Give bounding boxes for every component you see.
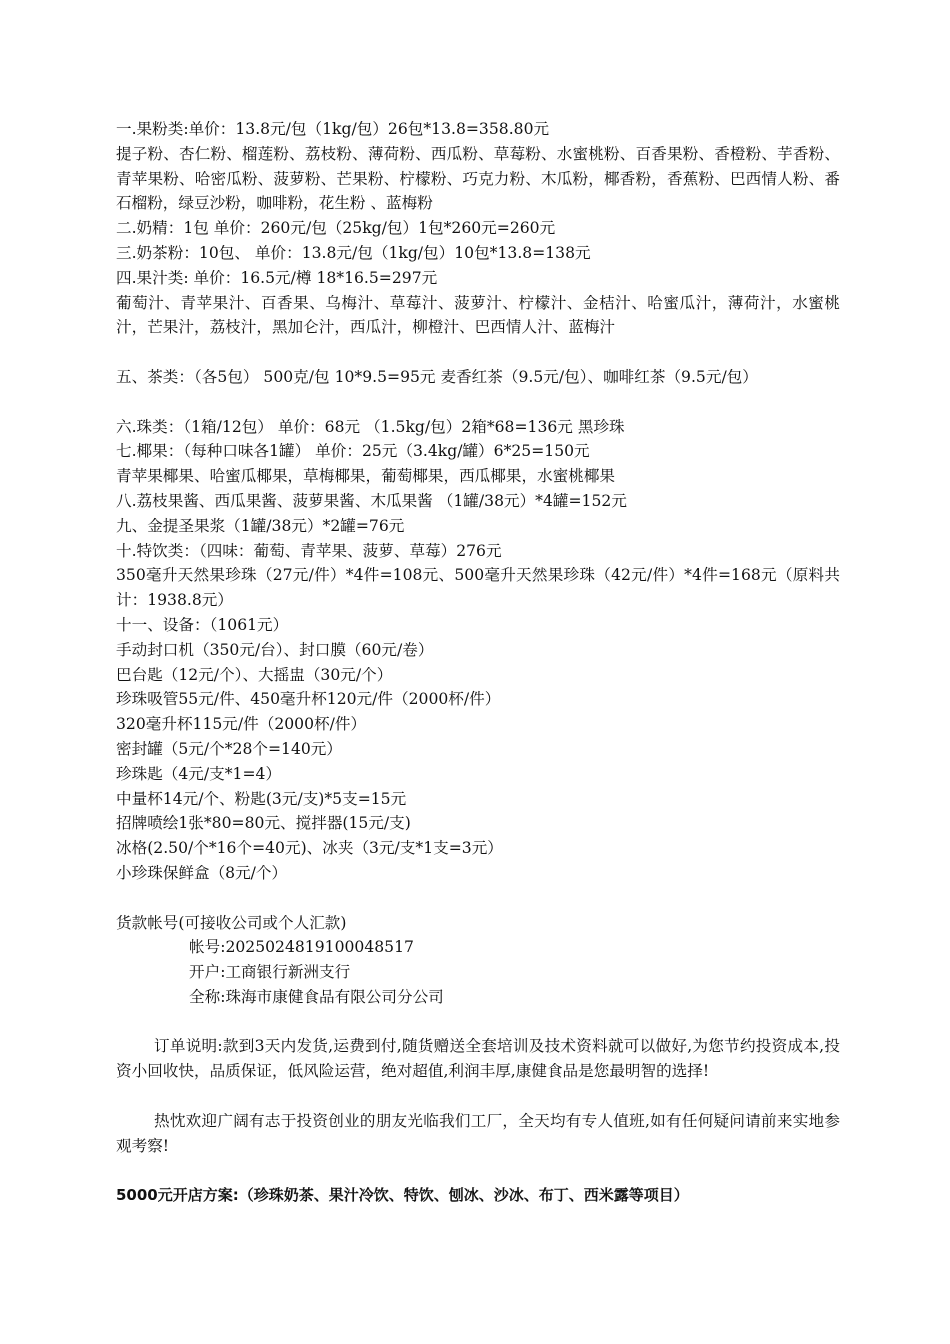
account-bank: 开户:工商银行新洲支行 (189, 963, 351, 982)
equipment-item: 中量杯14元/个、粉匙(3元/支)*5支=15元 (116, 789, 407, 808)
account-name: 全称:珠海市康健食品有限公司分公司 (189, 987, 444, 1006)
pearl-line: 六.珠类：（1箱/12包） 单价：68元 （1.5kg/包）2箱*68=136元 黑珍珠 (116, 417, 625, 436)
equipment-item: 招牌喷绘1张*80=80元、搅拌器(15元/支) (116, 814, 411, 833)
juice-flavors: 葡萄汁、青苹果汁、百香果、乌梅汁、草莓汁、菠萝汁、柠檬汁、金桔汁、哈蜜瓜汁，薄荷汁，水蜜桃汁，芒果汁，荔枝汁，黑加仑汁，西瓜汁，柳橙汁、巴西情人汁、蓝梅汁 (116, 293, 840, 337)
equipment-item: 手动封口机（350元/台）、封口膜（60元/卷） (116, 640, 434, 659)
fruit-powder-line: 一.果粉类:单价：13.8元/包（1kg/包）26包*13.8=358.80元 (116, 120, 550, 138)
fruit-jam-line: 八.荔枝果酱、西瓜果酱、菠萝果酱、木瓜果酱 （1罐/38元）*4罐=152元 (116, 491, 627, 510)
equipment-item: 巴台匙（12元/个）、大摇盅（30元/个） (116, 665, 393, 684)
equipment-heading: 十一、设备：（1061元） (116, 615, 289, 634)
syrup-line: 九、金提圣果浆（1罐/38元）*2罐=76元 (116, 516, 405, 535)
creamer-line: 二.奶精：1包 单价：260元/包（25kg/包）1包*260元=260元 (116, 219, 556, 238)
order-note: 订单说明:款到3天内发货,运费到付,随货赠送全套培训及技术资料就可以做好,为您节约投资成本,投资小回收快，品质保证，低风险运营，绝对超值,利润丰厚,康健食品是您最明智的选择! (116, 1037, 840, 1081)
fruit-powder-flavors: 提子粉、杏仁粉、榴莲粉、荔枝粉、薄荷粉、西瓜粉、草莓粉、水蜜桃粉、百香果粉、香橙粉、芋香粉、青苹果粉、哈密瓜粉、菠萝粉、芒果粉、柠檬粉、巧克力粉、木瓜粉，椰香粉，香蕉粉、巴西情人粉、番石榴粉，绿豆沙粉，咖啡粉，花生粉 、蓝梅粉 (116, 144, 840, 213)
tea-line: 五、茶类：（各5包） 500克/包 10*9.5=95元 麦香红茶（9.5元/包）、咖啡红茶（9.5元/包） (116, 367, 758, 386)
equipment-item: 密封罐（5元/个*28个=140元） (116, 739, 342, 758)
equipment-item: 冰格(2.50/个*16个=40元)、冰夹（3元/支*1支=3元） (116, 839, 503, 858)
spacer (116, 1010, 840, 1035)
equipment-item: 珍珠匙（4元/支*1=4） (116, 764, 282, 783)
equipment-item: 珍珠吸管55元/件、450毫升杯120元/件（2000杯/件） (116, 690, 501, 709)
document-body (116, 117, 840, 1208)
spacer (116, 1158, 840, 1183)
account-number: 帐号:2025024819100048517 (189, 938, 414, 957)
welcome-note: 热忱欢迎广阔有志于投资创业的朋友光临我们工厂，全天均有专人值班,如有任何疑问请前来实地参观考察! (116, 1111, 840, 1155)
account-heading: 货款帐号(可接收公司或个人汇款) (116, 913, 347, 932)
natural-pearl-line: 350毫升天然果珍珠（27元/件）*4件=108元、500毫升天然果珍珠（42元/件）*4件=168元（原料共计：1938.8元） (116, 566, 840, 610)
equipment-item: 小珍珠保鲜盒（8元/个） (116, 863, 288, 882)
equipment-item: 320毫升杯115元/件（2000杯/件） (116, 715, 367, 734)
spacer (116, 886, 840, 911)
coconut-jelly-flavors: 青苹果椰果、哈蜜瓜椰果，草梅椰果，葡萄椰果，西瓜椰果，水蜜桃椰果 (116, 467, 616, 486)
juice-line: 四.果汁类: 单价：16.5元/樽 18*16.5=297元 (116, 268, 438, 287)
plan-title: 5000元开店方案:（珍珠奶茶、果汁冷饮、特饮、刨冰、沙冰、布丁、西米露等项目） (116, 1186, 689, 1205)
special-drink-line: 十.特饮类：（四味：葡萄、青苹果、菠萝、草莓）276元 (116, 541, 502, 560)
milk-tea-powder-line: 三.奶茶粉：10包、 单价：13.8元/包（1kg/包）10包*13.8=138元 (116, 243, 591, 262)
coconut-jelly-line: 七.椰果：（每种口味各1罐） 单价：25元（3.4kg/罐）6*25=150元 (116, 442, 590, 461)
